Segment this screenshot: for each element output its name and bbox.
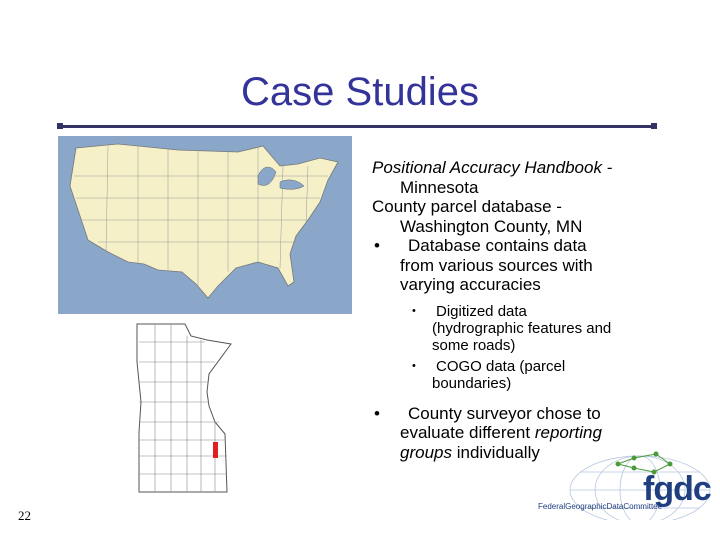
bullet-text-italic: reporting [534, 423, 602, 442]
bullet-text-part: evaluate different [400, 423, 535, 442]
sub-bullet-text: COGO data (parcel [436, 357, 566, 375]
sub-bullet-text: Digitized data [436, 302, 527, 320]
bullet-text: County surveyor chose to [408, 403, 601, 423]
bullet-text-italic: groups [400, 442, 452, 462]
minnesota-county-map [135, 322, 235, 494]
divider-right-endpoint [651, 123, 657, 129]
slide-body [372, 158, 702, 462]
bullet-text-part: individually [451, 442, 540, 462]
bullet-text: from various sources with [400, 255, 593, 275]
parcel-db-line: County parcel database - [372, 197, 562, 216]
washington-county-highlight [213, 442, 218, 458]
bullet-marker: • [374, 236, 380, 255]
sub-bullet-text: some roads) [432, 336, 516, 354]
sub-bullet-marker: • [412, 359, 416, 372]
handbook-line: Positional Accuracy Handbook - [372, 158, 613, 177]
sub-bullet-text: (hydrographic features and [432, 319, 612, 337]
fgdc-logo [530, 440, 720, 520]
sub-bullet-digitized [372, 303, 702, 354]
bullet-text: Database contains data [408, 236, 587, 255]
title-divider [60, 125, 654, 128]
sub-bullet-cogo [372, 358, 702, 392]
fgdc-tagline: FederalGeographicDataCommittee [538, 502, 663, 511]
sub-bullet-text: boundaries) [432, 374, 512, 392]
fgdc-wordmark: fgdc [643, 470, 711, 508]
parcel-db-location: Washington County, MN [400, 216, 583, 236]
bullet-database-sources [372, 236, 702, 295]
bullet-text: varying accuracies [400, 275, 541, 294]
slide-title: Case Studies [241, 70, 479, 114]
divider-left-endpoint [57, 123, 63, 129]
handbook-location: Minnesota [400, 177, 479, 197]
sub-bullet-marker: • [412, 304, 416, 317]
bullet-marker: • [374, 403, 380, 423]
page-number: 22 [18, 508, 31, 523]
us-map-image [58, 136, 352, 314]
